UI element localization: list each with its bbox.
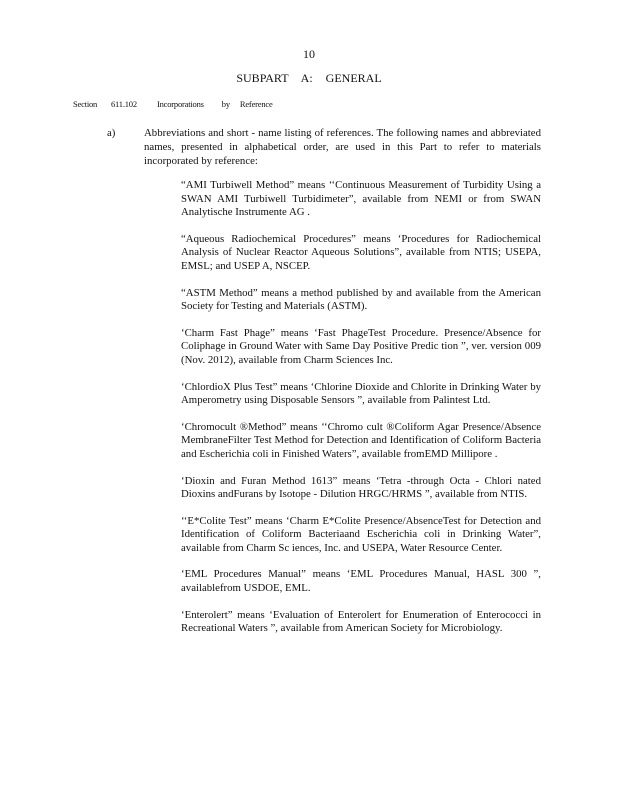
reference-entry: ‘EML Procedures Manual” means ‘EML Procedures Manual, HASL 300 ”, availablefrom USDOE, EML. (181, 568, 541, 595)
reference-entry: “ASTM Method” means a method published by and available from the American Society for Testing and Materials (ASTM). (181, 286, 541, 313)
section-title-reference: Reference (239, 99, 273, 109)
reference-entry: ‘ChlordioX Plus Test” means ‘Chlorine Dioxide and Chlorite in Drinking Water by Amperometry using Disposable Sensors ”, available from Palintest Ltd. (181, 380, 541, 407)
reference-entry: ‘Enterolert” means ‘Evaluation of Enterolert for Enumeration of Enterococci in Recreational Waters ”, available from American Society for Microbiology. (181, 608, 541, 635)
reference-entry: ‘‘E*Colite Test” means ‘Charm E*Colite Presence/AbsenceTest for Detection and Identification of Coliform Bacteriaand Escherichia coli in Drinking Water”, available from Charm Sc iences, Inc. and USEPA, Water Resource Center. (181, 514, 541, 554)
section-heading (73, 99, 573, 109)
clause-text: Abbreviations and short - name listing of references. The following names and abbreviated names, presented in alphabetical order, are used in this Part to refer to materials incorporated by reference: (144, 127, 541, 167)
section-title-by: by (221, 99, 230, 109)
section-number: 611.102 (111, 99, 137, 109)
subpart-heading: SUBPART A: GENERAL (236, 71, 382, 85)
reference-entry: ‘Dioxin and Furan Method 1613” means ‘Tetra -through Octa - Chlori nated Dioxins andFurans by Isotope - Dilution HRGC/HRMS ”, available from NTIS. (181, 474, 541, 501)
clause-label: a) (107, 127, 116, 139)
reference-entry: ‘Chromocult ®Method” means ‘‘Chromo cult ®Coliform Agar Presence/Absence MembraneFilter Test Method for Detection and Identification of Coliform Bacteria and Escherichia coli in Finished Waters”, available fromEMD Millipore . (181, 420, 541, 460)
reference-entry: “Aqueous Radiochemical Procedures” means ‘Procedures for Radiochemical Analysis of Nuclear Reactor Aqueous Solutions”, available from NTIS; USEPA, EMSL; and USEP A, NSCEP. (181, 232, 541, 272)
page-number: 10 (303, 47, 315, 61)
section-title: Incorporations (157, 99, 204, 109)
reference-entry: ‘Charm Fast Phage” means ‘Fast PhageTest Procedure. Presence/Absence for Coliphage in Ground Water with Same Day Positive Predic tion ”, ver. version 009 (Nov. 2012), available from Charm Sciences Inc. (181, 326, 541, 366)
reference-list (181, 179, 541, 649)
section-label: Section (73, 99, 98, 109)
reference-entry: “AMI Turbiwell Method” means ‘‘Continuous Measurement of Turbidity Using a SWAN AMI Turbiwell Turbidimeter”, available from NEMI or from SWAN Analytische Instrumente AG . (181, 179, 541, 219)
